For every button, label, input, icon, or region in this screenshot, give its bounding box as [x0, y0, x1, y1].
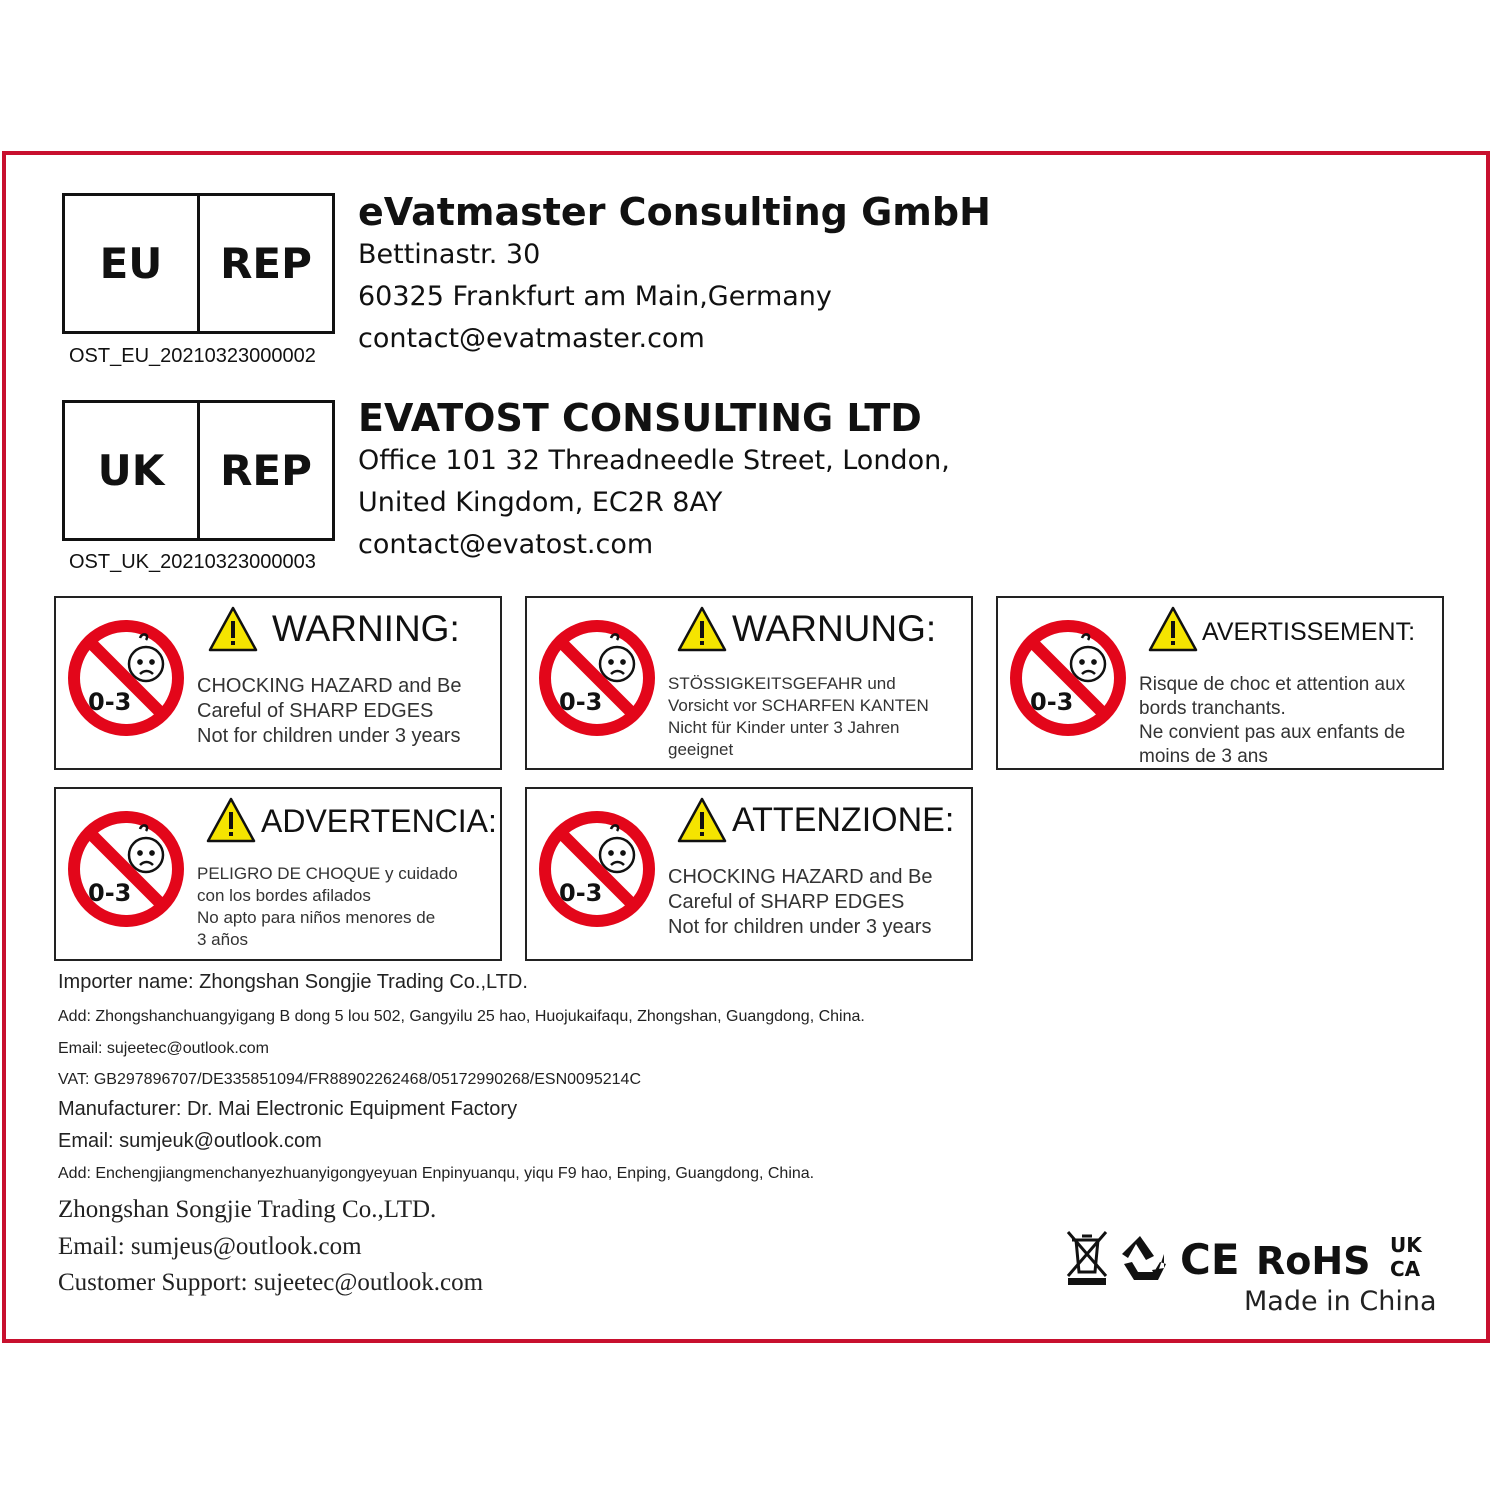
- eu-rep-line: Bettinastr. 30: [358, 239, 541, 270]
- warning-line: CHOCKING HAZARD and Be: [668, 866, 933, 888]
- recycle-icon: [1122, 1236, 1166, 1280]
- no-under-3-icon: [1008, 618, 1128, 738]
- ukca-mark-bottom: CA: [1390, 1257, 1421, 1281]
- no-under-3-icon: [66, 618, 186, 738]
- warning-line: Careful of SHARP EDGES: [668, 891, 905, 913]
- warning-line: No apto para niños menores de: [197, 908, 436, 927]
- uk-rep-email: contact@evatost.com: [358, 529, 654, 560]
- warning-box-it: [525, 787, 973, 961]
- eu-rep-address: [358, 190, 991, 360]
- warning-line: Not for children under 3 years: [668, 916, 932, 938]
- eu-rep-id: OST_EU_20210323000002: [69, 345, 316, 367]
- warning-line: geeignet: [668, 740, 734, 759]
- warning-box-fr: [996, 596, 1444, 770]
- uk-rep-line: United Kingdom, EC2R 8AY: [358, 487, 723, 518]
- manufacturer-name: Manufacturer: Dr. Mai Electronic Equipment Factory: [58, 1098, 518, 1120]
- no-under-3-icon: [537, 809, 657, 929]
- warning-line: PELIGRO DE CHOQUE y cuidado: [197, 864, 458, 883]
- uk-rep-name: EVATOST CONSULTING LTD: [358, 396, 922, 440]
- no-under-3-icon: [66, 809, 186, 929]
- made-in-label: Made in China: [1244, 1286, 1437, 1317]
- importer-address: Add: Zhongshanchuangyigang B dong 5 lou 502, Gangyilu 25 hao, Huojukaifaqu, Zhongshan, Guangdong, China.: [58, 1008, 865, 1025]
- warning-title: WARNUNG:: [732, 608, 937, 649]
- warning-line: Not for children under 3 years: [197, 725, 461, 747]
- uk-rep-box-left: UK: [97, 446, 165, 495]
- warning-text: [668, 865, 933, 940]
- weee-bin-icon: [1068, 1232, 1106, 1285]
- warning-title: ATTENZIONE:: [732, 801, 955, 839]
- importer-name: Importer name: Zhongshan Songjie Trading Co.,LTD.: [58, 971, 528, 993]
- warning-box-de: [525, 596, 973, 770]
- warning-text: [1139, 673, 1405, 769]
- uk-rep-box: [62, 400, 335, 541]
- manufacturer-address: Add: Enchengjiangmenchanyezhuanyigongyeyuan Enpinyuanqu, yiqu F9 hao, Enping, Guangdong, China.: [58, 1165, 815, 1182]
- warning-line: CHOCKING HAZARD and Be: [197, 675, 462, 697]
- warning-line: Vorsicht vor SCHARFEN KANTEN: [668, 696, 929, 715]
- uk-rep-box-right: REP: [197, 403, 332, 538]
- warning-title: AVERTISSEMENT:: [1202, 618, 1416, 646]
- eu-rep-email: contact@evatmaster.com: [358, 323, 705, 354]
- eu-rep-line: 60325 Frankfurt am Main,Germany: [358, 281, 832, 312]
- warning-line: Risque de choc et attention aux: [1139, 674, 1406, 695]
- certification-marks: [1060, 1228, 1440, 1288]
- importer-email: Email: sujeetec@outlook.com: [58, 1040, 269, 1057]
- warning-line: Nicht für Kinder unter 3 Jahren: [668, 718, 900, 737]
- warning-line: con los bordes afilados: [197, 886, 371, 905]
- warning-text: [668, 673, 929, 761]
- warning-line: 3 años: [197, 930, 249, 949]
- eu-rep-box-left: EU: [99, 239, 163, 288]
- customer-support: Customer Support: sujeetec@outlook.com: [58, 1269, 484, 1296]
- uk-rep-line: Office 101 32 Threadneedle Street, London,: [358, 445, 950, 476]
- manufacturer-email: Email: sumjeuk@outlook.com: [58, 1130, 322, 1152]
- eu-rep-box: [62, 193, 335, 334]
- uk-rep-id: OST_UK_20210323000003: [69, 551, 316, 573]
- warning-triangle-icon: [208, 606, 258, 652]
- warning-box-es: [54, 787, 502, 961]
- warning-triangle-icon: [1148, 606, 1198, 652]
- warning-line: Ne convient pas aux enfants de: [1139, 722, 1406, 743]
- eu-rep-name: eVatmaster Consulting GmbH: [358, 190, 991, 234]
- company-name: Zhongshan Songjie Trading Co.,LTD.: [58, 1196, 437, 1223]
- rohs-mark: RoHS: [1256, 1239, 1371, 1283]
- warning-line: STÖSSIGKEITSGEFAHR und: [668, 674, 896, 693]
- no-under-3-icon: [537, 618, 657, 738]
- eu-rep-box-right: REP: [197, 196, 332, 331]
- warning-title: WARNING:: [272, 608, 460, 649]
- ce-mark: CE: [1180, 1235, 1240, 1284]
- warning-triangle-icon: [677, 606, 727, 652]
- warning-line: moins de 3 ans: [1139, 746, 1268, 767]
- warning-line: bords tranchants.: [1139, 698, 1286, 719]
- warning-triangle-icon: [677, 797, 727, 843]
- warning-text: [197, 863, 458, 951]
- importer-vat: VAT: GB297896707/DE335851094/FR88902262468/05172990268/ESN0095214C: [58, 1071, 641, 1088]
- ukca-mark-top: UK: [1390, 1233, 1422, 1257]
- warning-triangle-icon: [206, 797, 256, 843]
- warning-box-en: [54, 596, 502, 770]
- company-email: Email: sumjeus@outlook.com: [58, 1233, 362, 1260]
- warning-title: ADVERTENCIA:: [261, 803, 497, 839]
- warning-text: [197, 674, 462, 749]
- uk-rep-address: [358, 396, 950, 566]
- warning-line: Careful of SHARP EDGES: [197, 700, 434, 722]
